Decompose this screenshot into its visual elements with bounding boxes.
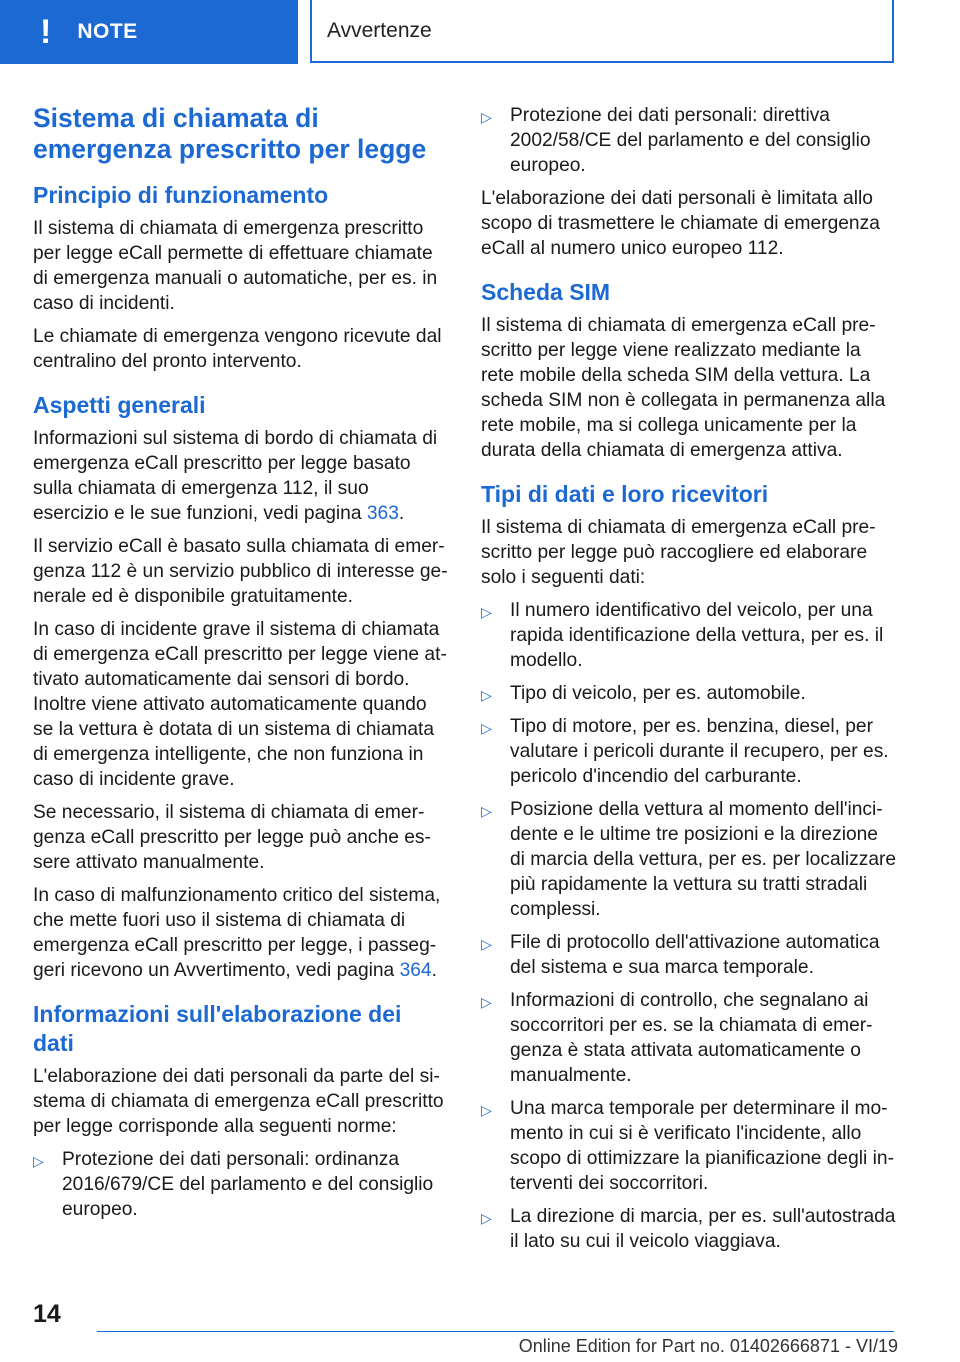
list-item-text: Informazioni di controllo, che segnalano ai soccorritori per es. se la chiamata di emergenza è stata attivata automaticamente o manualmente. (510, 990, 873, 1086)
list-item (481, 598, 897, 673)
list-item-text: Tipo di veicolo, per es. automobile. (510, 683, 806, 704)
paragraph: Il servizio eCall è basato sulla chiamata di emergenza 112 è un servizio pubblico di interesse generale ed è disponibile gratuitamente. (33, 536, 448, 607)
page-link-363[interactable]: 363 (366, 503, 399, 524)
list-item (481, 681, 897, 706)
page-number: 14 (33, 1300, 61, 1328)
bullet-list (481, 598, 897, 1254)
triangle-bullet-icon: ▷ (481, 803, 492, 819)
heading-sim: Scheda SIM (481, 279, 611, 305)
triangle-bullet-icon: ▷ (33, 1153, 44, 1169)
list-item-text: Tipo di motore, per es. benzina, diesel, per valutare i pericoli durante il recupero, per es. pericolo d'incendio del carburante. (510, 716, 889, 787)
bullet-list (481, 103, 897, 178)
list-item-text: Protezione dei dati personali: ordinanza 2016/679/CE del parlamento e del consiglio europeo. (62, 1149, 434, 1220)
note-tab (0, 0, 298, 64)
list-item (481, 797, 897, 922)
triangle-bullet-icon: ▷ (481, 994, 492, 1010)
list-item-text: File di protocollo dell'attivazione automatica del sistema e sua marca temporale. (510, 932, 880, 978)
triangle-bullet-icon: ▷ (481, 936, 492, 952)
paragraph-with-link (33, 883, 448, 983)
right-column (481, 103, 897, 1262)
paragraph-text: In caso di malfunzionamento critico del sistema, che mette fuori uso il sistema di chiamata di emergenza eCall prescritto per legge, i passeggeri ricevono un Avvertimento, vedi pagina (33, 885, 441, 981)
paragraph: Se necessario, il sistema di chiamata di emergenza eCall prescritto per legge può anche essere attivato manualmente. (33, 802, 431, 873)
chapter-title: Sistema di chiamata di emergenza prescritto per legge (33, 103, 427, 164)
punctuation: . (398, 503, 405, 524)
section-title-box (310, 0, 894, 63)
paragraph: Il sistema di chiamata di emergenza eCall prescritto per legge viene realizzato mediante la rete mobile della scheda SIM della vettura. La scheda SIM non è collegata in permanenza alla rete mobile, ma si collega unicamente per la durata della chiamata di emergenza attiva. (481, 315, 886, 461)
bullet-list (33, 1147, 448, 1222)
punctuation: . (431, 960, 437, 981)
section-title: Avvertenze (327, 18, 432, 42)
triangle-bullet-icon: ▷ (481, 1210, 492, 1226)
heading-principio: Principio di funzionamento (33, 182, 329, 208)
heading-informazioni: Informazioni sull'elaborazione dei dati (33, 1001, 402, 1056)
list-item (481, 103, 897, 178)
paragraph-with-link (33, 426, 448, 526)
list-item (481, 988, 897, 1088)
list-item-text: Posizione della vettura al momento dell'incidente e le ultime tre posizioni e la direzione di marcia della vettura, per es. per localizzare più rapidamente la vettura su tratti stradali complessi. (510, 799, 897, 920)
page-link-364[interactable]: 364 (399, 960, 432, 981)
paragraph-text: Informazioni sul sistema di bordo di chiamata di emergenza eCall prescritto per legge basato sulla chiamata di emergenza 112, il suo esercizio e le sue funzioni, vedi pagina (33, 428, 438, 524)
triangle-bullet-icon: ▷ (481, 687, 492, 703)
triangle-bullet-icon: ▷ (481, 720, 492, 736)
paragraph: L'elaborazione dei dati personali è limitata allo scopo di trasmettere le chiamate di emergenza eCall al numero unico europeo 112. (481, 188, 880, 259)
paragraph: Il sistema di chiamata di emergenza prescritto per legge eCall permette di effettuare chiamate di emergenza manuali o automatiche, per es. in caso di incidenti. (33, 218, 438, 314)
footer-divider (97, 1331, 894, 1332)
list-item (481, 1096, 897, 1196)
list-item (481, 1204, 897, 1254)
list-item-text: La direzione di marcia, per es. sull'autostrada il lato su cui il veicolo viaggiava. (510, 1206, 896, 1252)
heading-tipi: Tipi di dati e loro ricevitori (481, 481, 769, 507)
paragraph: L'elaborazione dei dati personali da parte del sistema di chiamata di emergenza eCall prescritto per legge corrisponde alla seguenti norme: (33, 1066, 444, 1137)
list-item (481, 930, 897, 980)
paragraph: Il sistema di chiamata di emergenza eCall prescritto per legge può raccogliere ed elaborare solo i seguenti dati: (481, 517, 876, 588)
list-item-text: Protezione dei dati personali: direttiva 2002/58/CE del parlamento e del consiglio europeo. (510, 105, 871, 176)
footer-edition: Online Edition for Part no. 01402666871 - VI/19 (518, 1336, 898, 1356)
exclamation-icon: ! (40, 12, 52, 51)
paragraph: In caso di incidente grave il sistema di chiamata di emergenza eCall prescritto per legge viene attivato automaticamente dai sensori di bordo. Inoltre viene attivato automaticamente quando se la vettura è dotata di un sistema di chiamata di emergenza intelligente, che non funziona in caso di incidente grave. (33, 619, 447, 790)
triangle-bullet-icon: ▷ (481, 109, 492, 125)
left-column (33, 103, 448, 1230)
list-item (481, 714, 897, 789)
triangle-bullet-icon: ▷ (481, 604, 492, 620)
list-item-text: Il numero identificativo del veicolo, per una rapida identificazione della vettura, per es. il modello. (510, 600, 884, 671)
note-label: NOTE (77, 20, 138, 43)
paragraph: Le chiamate di emergenza vengono ricevute dal centralino del pronto intervento. (33, 326, 442, 372)
heading-aspetti: Aspetti generali (33, 392, 206, 418)
triangle-bullet-icon: ▷ (481, 1102, 492, 1118)
list-item (33, 1147, 448, 1222)
list-item-text: Una marca temporale per determinare il momento in cui si è verificato l'incidente, allo scopo di ottimizzare la pianificazione degli interventi dei soccorritori. (510, 1098, 894, 1194)
